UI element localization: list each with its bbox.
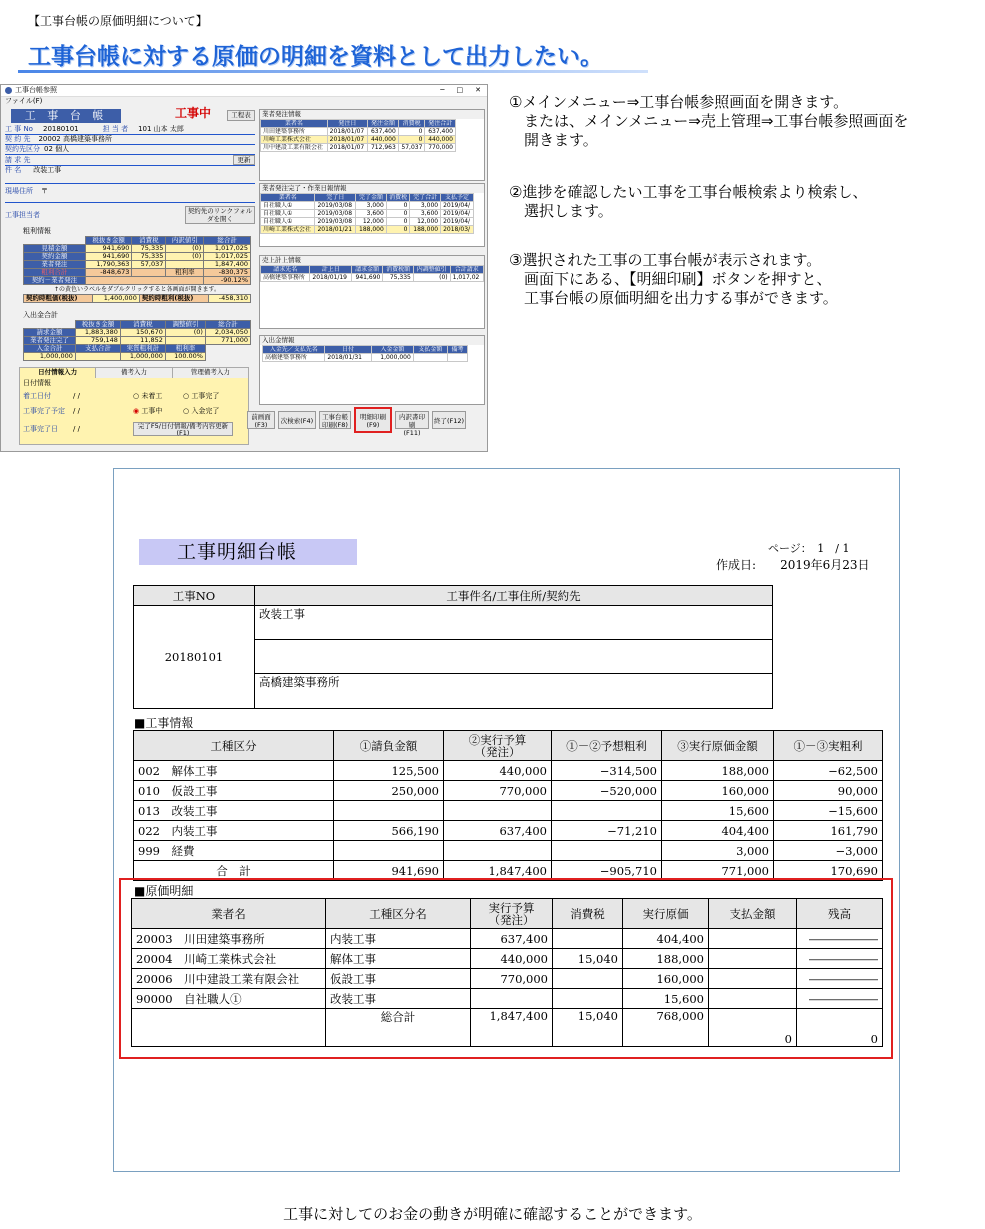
keiyaku-value: 20002 高橋建築事務所: [38, 135, 112, 143]
koji-no-cell: 20180101: [134, 606, 255, 709]
koji-no-label: 工 事 No: [5, 125, 33, 133]
list-item[interactable]: 川田建築事務所 2018/01/07 637,400 0 637,400: [261, 128, 456, 136]
list-item[interactable]: 川崎工業株式会社 2018/01/07 440,000 0 440,000: [261, 136, 456, 144]
status-stamp: 工事中: [175, 106, 212, 120]
maximize-icon[interactable]: □: [456, 86, 464, 94]
date-panel: 日付情報入力 備考入力 管理備考入力 日付情報 着工日付 / / ○ 未着工 ○ 工事完了 工事完了予定 / / ◉ 工事中 ○ 入金完了 工事完了日 / / 完了F5/日付情報/備考内容更新 (F1): [19, 367, 249, 445]
page-value: 1 / 1: [817, 542, 850, 555]
tanto-label: 担 当 者: [102, 125, 129, 133]
list-item[interactable]: 川中建設工業有限会社 2018/01/07 712,963 57,037 770,000: [261, 144, 456, 152]
window-title: 工事台帳参照: [15, 86, 57, 94]
date-caption: 日付情報: [23, 379, 51, 387]
prev-screen-button[interactable]: 前画面 (F3): [247, 411, 275, 429]
table-row: 999 経費 3,000 −3,000: [134, 841, 883, 861]
koji-no-value: 20180101: [42, 125, 79, 133]
table-row: 20003 川田建築事務所 内装工事 637,400 404,400 ――――――: [132, 929, 883, 949]
open-folder-button[interactable]: 契約先のリンクフォルダを開く: [185, 206, 255, 224]
section-genka-meisai: ■原価明細: [134, 884, 194, 898]
list-item[interactable]: 自社職人① 2019/03/08 12,000 0 12,000 2019/04/: [261, 218, 474, 226]
nyukin-panel: 入出金情報 入金先／支払先名 日付 入金金額 支払金額 備考 高橋建築事務所 2018/01/31 1,000,000: [259, 335, 485, 405]
nyushukkin-caption: 入出金合計: [23, 311, 58, 319]
created-label: 作成日:: [716, 558, 757, 572]
ledger-title: 工 事 台 帳: [11, 109, 121, 123]
minimize-icon[interactable]: ─: [440, 86, 445, 94]
breakdown-print-button[interactable]: 内訳書印刷 (F11): [395, 411, 429, 429]
end-date-field[interactable]: / /: [73, 424, 80, 433]
exit-button[interactable]: 終了(F12): [432, 411, 466, 429]
header-small: 【工事台帳の原価明細について】: [28, 14, 208, 28]
radio-completed[interactable]: ○ 工事完了: [183, 392, 220, 400]
start-date-field[interactable]: / /: [73, 392, 80, 400]
list-item[interactable]: 高橋建築事務所 2018/01/31 1,000,000: [263, 354, 468, 362]
next-search-button[interactable]: 次検索(F4): [278, 411, 316, 429]
table-row: 010 仮設工事 250,000 770,000 −520,000 160,000 90,000: [134, 781, 883, 801]
table-row: 013 改装工事 15,600 −15,600: [134, 801, 883, 821]
keiyakusaki-cell: 高橋建築事務所: [255, 674, 773, 709]
koji-tanto-label: 工事担当者: [5, 210, 40, 219]
planned-end-date-field[interactable]: / /: [73, 407, 80, 415]
koji-info-table: 工種区分 ①請負金額 ②実行予算 （発注） ①－②予想粗利 ③実行原価金額 ①－③実粗利 002 解体工事 125,500 440,000 −314,500 188,000 −62,500 010 仮設工事 250,000 770,000 −520,000 160,000 90,000 013 改装工事 15,600 −15,600 022 内装工事 566,190 637,400 −71,210 404,400 161,790 999 経費 3,000 −3,000 合 計 941,690 1,847,400 −905,710 771,000 170,690: [133, 730, 883, 881]
keiyaku-kubun-label: 契約先区分: [5, 145, 40, 153]
step-2: ②進捗を確認したい工事を工事台帳検索より検索し、 選択します。: [509, 183, 868, 220]
close-icon[interactable]: ✕: [475, 86, 481, 94]
radio-paid[interactable]: ○ 入金完了: [183, 407, 220, 415]
section-koji-info: ■工事情報: [134, 716, 194, 730]
window-titlebar: [1, 85, 487, 97]
update-button[interactable]: 更新: [233, 155, 255, 165]
page-title: 工事台帳に対する原価の明細を資料として出力したい。: [28, 44, 603, 70]
list-item[interactable]: 自社職人① 2019/03/08 3,000 0 3,000 2019/04/: [261, 202, 474, 210]
kenmei-value: 改装工事: [33, 166, 62, 174]
total-row: 総合計 1,847,400 15,040 768,000 0 0: [132, 1009, 883, 1047]
radio-in-progress[interactable]: ◉ 工事中: [133, 407, 163, 415]
list-item[interactable]: 自社職人① 2019/03/08 3,600 0 3,600 2019/04/: [261, 210, 474, 218]
table-row: 20004 川崎工業株式会社 解体工事 440,000 15,040 188,000 ――――――: [132, 949, 883, 969]
detail-print-button[interactable]: 明細印刷 (F9): [354, 407, 392, 433]
list-item[interactable]: 高橋建築事務所 2018/01/19 941,690 75,335 (0) 1,017,02: [261, 274, 484, 282]
table-row: 022 内装工事 566,190 637,400 −71,210 404,400 161,790: [134, 821, 883, 841]
keiyaku-kubun-value: 02 個人: [44, 145, 70, 153]
step-3: ③選択された工事の工事台帳が表示されます。 画面下にある、【明細印刷】ボタンを押すと、 工事台帳の原価明細を出力する事ができます。: [509, 251, 838, 307]
tab-biko-input[interactable]: 備考入力: [96, 368, 172, 378]
kenmei-cell: 改装工事: [255, 606, 773, 640]
arari-note: ↑の黄色いラベルをダブルクリックすると各画面が開きます。: [54, 286, 220, 293]
total-row: 合 計 941,690 1,847,400 −905,710 771,000 170,690: [134, 861, 883, 881]
arari-caption: 粗利情報: [23, 227, 51, 235]
nyushukkin-group: 入出金合計 税抜き金額 消費税 調整値引 総合計 請求金額 1,883,380 150,670 (0) 2,034,050 業者発注完了 759,148 11,852 771,000 入金合計 支払合計 実質粗利計 粗利率 1,000,000 1,000,000 100.00%: [23, 311, 251, 361]
list-item[interactable]: 川崎工業株式会社 2018/01/21 188,000 0 188,000 2018/03/: [261, 226, 474, 234]
created-value: 2019年6月23日: [780, 558, 870, 572]
tab-kanri-biko-input[interactable]: 管理備考入力: [173, 368, 248, 378]
ledger-print-button[interactable]: 工事台帳 印刷(F8): [319, 411, 351, 429]
keiyaku-label: 契 約 先: [5, 135, 31, 143]
table-row: 90000 自社職人① 改装工事 15,600 ――――――: [132, 989, 883, 1009]
genka-meisai-table: 業者名 工種区分名 実行予算 （発注） 消費税 実行原価 支払金額 残高 20003 川田建築事務所 内装工事 637,400 404,400 ―――――― 20004 川崎工業株式会社 解体工事 440,000 15,040 188,000 ―――――― 20006 川中建設工業有限会社 仮設工事 770,000 160,000 ―――――― 90000 自社職人① 改装工事 15,600 ―――――― 総合計 1,847,400 15,040 768,000 0 0: [131, 898, 883, 1047]
ledger-left-pane: [5, 106, 255, 449]
tab-date-input[interactable]: 日付情報入力: [20, 368, 96, 378]
table-row: 002 解体工事 125,500 440,000 −314,500 188,000 −62,500: [134, 761, 883, 781]
page-label: ページ：: [768, 542, 807, 555]
kanryo-panel: 業者発注完了・作業日報情報 業者名 完了日 完了金額 消費税 完了合計 支払予定 自社職人① 2019/03/08 3,000 0 3,000 2019/04/ 自社職人① 2019/03/08 3,600 0 3,600 2019/04/ 自社職人① 2019/03/08 12,000 0 12,000 2019/04/ 川崎工業株式会社 2018/01/21 188,000 0 188,000 2018/03/: [259, 183, 485, 247]
bottom-toolbar: [247, 411, 485, 437]
footer-note: 工事に対してのお金の動きが明確に確認することができます。: [283, 1205, 702, 1223]
app-window: [0, 84, 488, 452]
menu-file[interactable]: ファイル(F): [5, 97, 43, 105]
uriage-panel: 売上計上情報 請求先名 計上日 請求金額 消費税額 内調整値引 合計請求 高橋建築事務所 2018/01/19 941,690 75,335 (0) 1,017,02: [259, 255, 485, 329]
seikyu-label: 請 求 先: [5, 155, 31, 164]
title-underline: [18, 70, 648, 73]
kenmei-label: 件 名: [5, 166, 22, 174]
step-1: ①メインメニュー⇒工事台帳参照画面を開きます。 または、メインメニュー⇒売上管理⇒工事台帳参照画面を 開きます。: [509, 93, 909, 149]
report-title: 工事明細台帳: [139, 539, 357, 565]
radio-not-started[interactable]: ○ 未着工: [133, 392, 163, 400]
app-icon: [5, 87, 12, 94]
complete-update-button[interactable]: 完了F5/日付情報/備考内容更新 (F1): [133, 422, 233, 436]
genba-label: 現場住所: [5, 187, 33, 195]
genba-value: 〒: [41, 187, 48, 195]
arari-table: 税抜き金額 消費税 内訳値引 総合計 見積金額 941,690 75,335 (0) 1,017,025 契約金額 941,690 75,335 (0) 1,017,025 業者発注 1,790,363 57,037 1,847,400 粗利合計 -848,673 粗利率 -830,375 契約－業者発注 -90.12%: [23, 236, 251, 285]
koji-header-table: 工事NO 工事件名/工事住所/契約先 20180101 改装工事 高橋建築事務所: [133, 585, 773, 709]
tanto-value: 101 山本 太郎: [138, 125, 184, 133]
jusho-cell: [255, 640, 773, 674]
table-row: 20006 川中建設工業有限会社 仮設工事 770,000 160,000 ――――――: [132, 969, 883, 989]
process-chart-button[interactable]: 工程表: [227, 110, 255, 121]
arari-group: 粗利情報 税抜き金額 消費税 内訳値引 総合計 見積金額 941,690 75,335 (0) 1,017,025 契約金額 941,690 75,335 (0) 1,017,025 業者発注 1,790,363 57,037 1,847,400 粗利合計 -848,673 粗利率 -830,375 契約－業者発注 -90.12% ↑の黄色いラベルをダブルクリックすると各画面が開きます。 契約時粗価(税抜) 1,400,000 契約時粗利(税抜) -458,310: [23, 227, 251, 303]
hacchu-panel: 業者発注情報 業者名 発注日 発注金額 消費税 発注合計 川田建築事務所 2018/01/07 637,400 0 637,400 川崎工業株式会社 2018/01/07 440,000 0 440,000 川中建設工業有限会社 2018/01/07 712,963 57,037 770,000: [259, 109, 485, 181]
